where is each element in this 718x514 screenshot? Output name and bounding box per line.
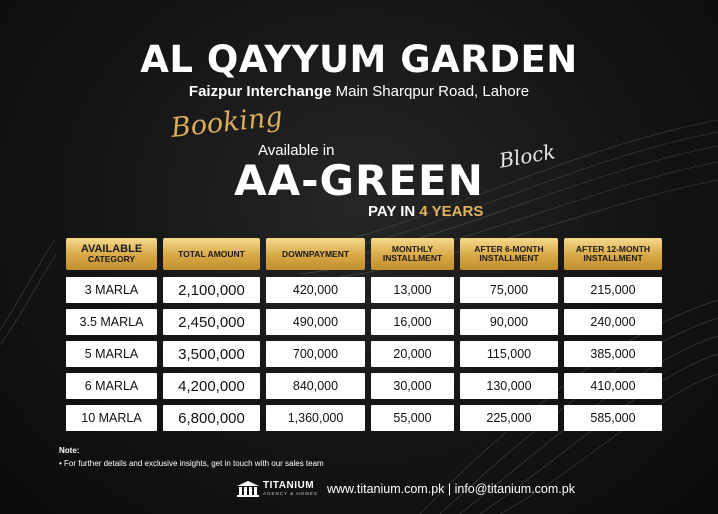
cell-monthly-row5: 55,000 xyxy=(371,405,454,431)
note-title: Note: xyxy=(59,446,80,455)
cell-down-row3: 700,000 xyxy=(266,341,365,367)
cell-twelve-row3: 385,000 xyxy=(564,341,662,367)
cell-twelve-row2: 240,000 xyxy=(564,309,662,335)
cell-twelve-row1: 215,000 xyxy=(564,277,662,303)
location-rest: Main Sharqpur Road, Lahore xyxy=(331,83,530,100)
note-text: • For further details and exclusive insights, get in touch with our sales team xyxy=(59,459,324,468)
header-monthly xyxy=(371,238,454,270)
header-twelve-line2: INSTALLMENT xyxy=(583,253,643,263)
cell-down-row4: 840,000 xyxy=(266,373,365,399)
cell-twelve-row4: 410,000 xyxy=(564,373,662,399)
cell-category-row1: 3 MARLA xyxy=(66,277,157,303)
cell-total-row1: 2,100,000 xyxy=(163,277,260,303)
logo-words xyxy=(263,481,318,497)
header-category-line2: CATEGORY xyxy=(87,254,136,265)
cell-six-row3: 115,000 xyxy=(460,341,558,367)
cell-twelve-row5: 585,000 xyxy=(564,405,662,431)
cell-six-row2: 90,000 xyxy=(460,309,558,335)
header-category xyxy=(66,238,157,270)
header-monthly-line2: INSTALLMENT xyxy=(382,253,443,263)
block-script: Block xyxy=(497,139,558,173)
cell-six-row5: 225,000 xyxy=(460,405,558,431)
header-total-label: TOTAL AMOUNT xyxy=(178,248,245,259)
cell-monthly-row2: 16,000 xyxy=(371,309,454,335)
pay-prefix: PAY IN xyxy=(368,203,420,220)
cell-monthly-row4: 30,000 xyxy=(371,373,454,399)
cell-monthly-row3: 20,000 xyxy=(371,341,454,367)
footer-contact: www.titanium.com.pk | info@titanium.com.pk xyxy=(327,482,575,496)
cell-down-row5: 1,360,000 xyxy=(266,405,365,431)
cell-down-row1: 420,000 xyxy=(266,277,365,303)
logo-name: TITANIUM xyxy=(263,480,315,492)
cell-total-row5: 6,800,000 xyxy=(163,405,260,431)
cell-category-row4: 6 MARLA xyxy=(66,373,157,399)
header-six-line1: AFTER 6-MONTH xyxy=(474,244,544,255)
header-twelve-line1: AFTER 12-MONTH xyxy=(575,244,651,255)
header-downpayment xyxy=(266,238,365,270)
block-name: AA-GREEN xyxy=(234,156,484,205)
cell-total-row2: 2,450,000 xyxy=(163,309,260,335)
header-category-line1: AVAILABLE xyxy=(80,242,143,255)
booking-script: Booking xyxy=(169,101,285,144)
available-in-label: Available in xyxy=(258,142,335,159)
location-highlight: Faizpur Interchange xyxy=(188,83,332,100)
header-monthly-line1: MONTHLY xyxy=(391,244,434,255)
building-icon xyxy=(237,481,259,497)
cell-six-row1: 75,000 xyxy=(460,277,558,303)
location-subtitle xyxy=(0,83,718,100)
titanium-logo xyxy=(237,481,318,497)
cell-down-row2: 490,000 xyxy=(266,309,365,335)
cell-total-row3: 3,500,000 xyxy=(163,341,260,367)
cell-monthly-row1: 13,000 xyxy=(371,277,454,303)
cell-category-row3: 5 MARLA xyxy=(66,341,157,367)
header-total-amount xyxy=(163,238,260,270)
header-down-label: DOWNPAYMENT xyxy=(281,248,350,259)
cell-category-row5: 10 MARLA xyxy=(66,405,157,431)
header-twelve-month xyxy=(564,238,662,270)
header-six-month xyxy=(460,238,558,270)
cell-total-row4: 4,200,000 xyxy=(163,373,260,399)
payment-plan-label xyxy=(368,203,483,220)
header-six-line2: INSTALLMENT xyxy=(479,253,539,263)
logo-subtitle: AGENCY & HOMES xyxy=(263,491,318,497)
cell-category-row2: 3.5 MARLA xyxy=(66,309,157,335)
page-title: AL QAYYUM GARDEN xyxy=(140,38,578,81)
pay-years: 4 YEARS xyxy=(419,203,484,220)
cell-six-row4: 130,000 xyxy=(460,373,558,399)
